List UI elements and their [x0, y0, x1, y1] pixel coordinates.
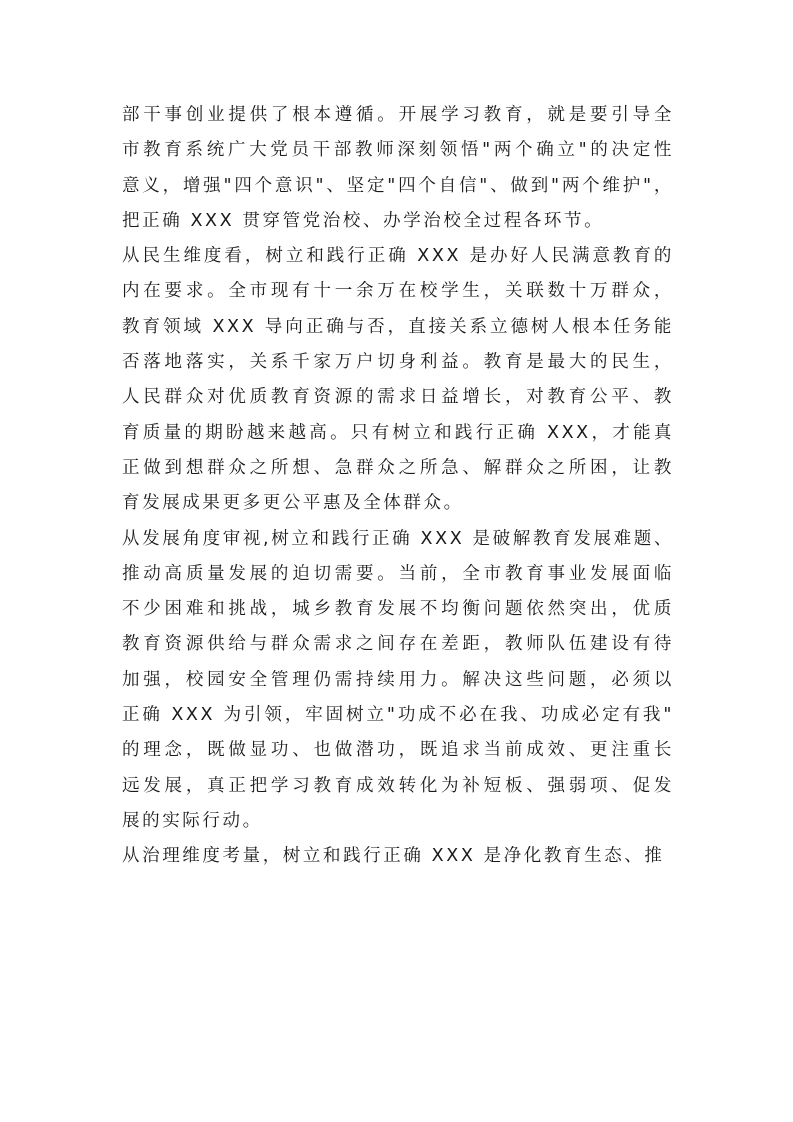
paragraph-line: 意义，增强"四个意识"、坚定"四个自信"、做到"两个维护"， — [122, 175, 674, 196]
paragraph-line: 从治理维度考量，树立和践行正确 XXX 是净化教育生态、推 — [122, 846, 665, 867]
paragraph-line: 把正确 XXX 贯穿管党治校、办学治校全过程各环节。 — [122, 210, 605, 231]
paragraph-line: 部干事创业提供了根本遵循。开展学习教育，就是要引导全 — [122, 105, 674, 125]
document-body — [122, 98, 674, 875]
paragraph — [122, 98, 674, 239]
paragraph — [122, 839, 674, 874]
paragraph-line: 从发展角度审视,树立和践行正确 XXX 是破解教育发展难题、 — [122, 528, 674, 549]
paragraph-line: 教育领域 XXX 导向正确与否，直接关系立德树人根本任务能 — [122, 316, 674, 337]
paragraph-line: 推动高质量发展的迫切需要。当前，全市教育事业发展面临 — [122, 563, 674, 584]
paragraph-line: 从民生维度看，树立和践行正确 XXX 是办好人民满意教育的 — [122, 246, 674, 267]
paragraph-line: 否落地落实，关系千家万户切身利益。教育是最大的民生， — [122, 352, 674, 373]
paragraph-line: 正做到想群众之所想、急群众之所急、解群众之所困，让教 — [122, 457, 674, 478]
paragraph-line: 加强，校园安全管理仍需持续用力。解决这些问题，必须以 — [122, 669, 674, 690]
paragraph-line: 教育资源供给与群众需求之间存在差距，教师队伍建设有待 — [122, 634, 674, 655]
paragraph-line: 内在要求。全市现有十一余万在校学生，关联数十万群众， — [122, 281, 674, 302]
paragraph-line: 育发展成果更多更公平惠及全体群众。 — [122, 493, 464, 514]
paragraph — [122, 522, 674, 840]
paragraph-line: 人民群众对优质教育资源的需求日益增长，对教育公平、教 — [122, 387, 674, 408]
paragraph-line: 不少困难和挑战，城乡教育发展不均衡问题依然突出，优质 — [122, 599, 674, 620]
paragraph — [122, 239, 674, 521]
paragraph-line: 育质量的期盼越来越高。只有树立和践行正确 XXX，才能真 — [122, 422, 674, 443]
paragraph-line: 的理念，既做显功、也做潜功，既追求当前成效、更注重长 — [122, 740, 674, 761]
paragraph-line: 市教育系统广大党员干部教师深刻领悟"两个确立"的决定性 — [122, 140, 674, 161]
paragraph-line: 展的实际行动。 — [122, 810, 263, 831]
paragraph-line: 正确 XXX 为引领，牢固树立"功成不必在我、功成必定有我" — [122, 705, 674, 726]
paragraph-line: 远发展，真正把学习教育成效转化为补短板、强弱项、促发 — [122, 775, 674, 796]
